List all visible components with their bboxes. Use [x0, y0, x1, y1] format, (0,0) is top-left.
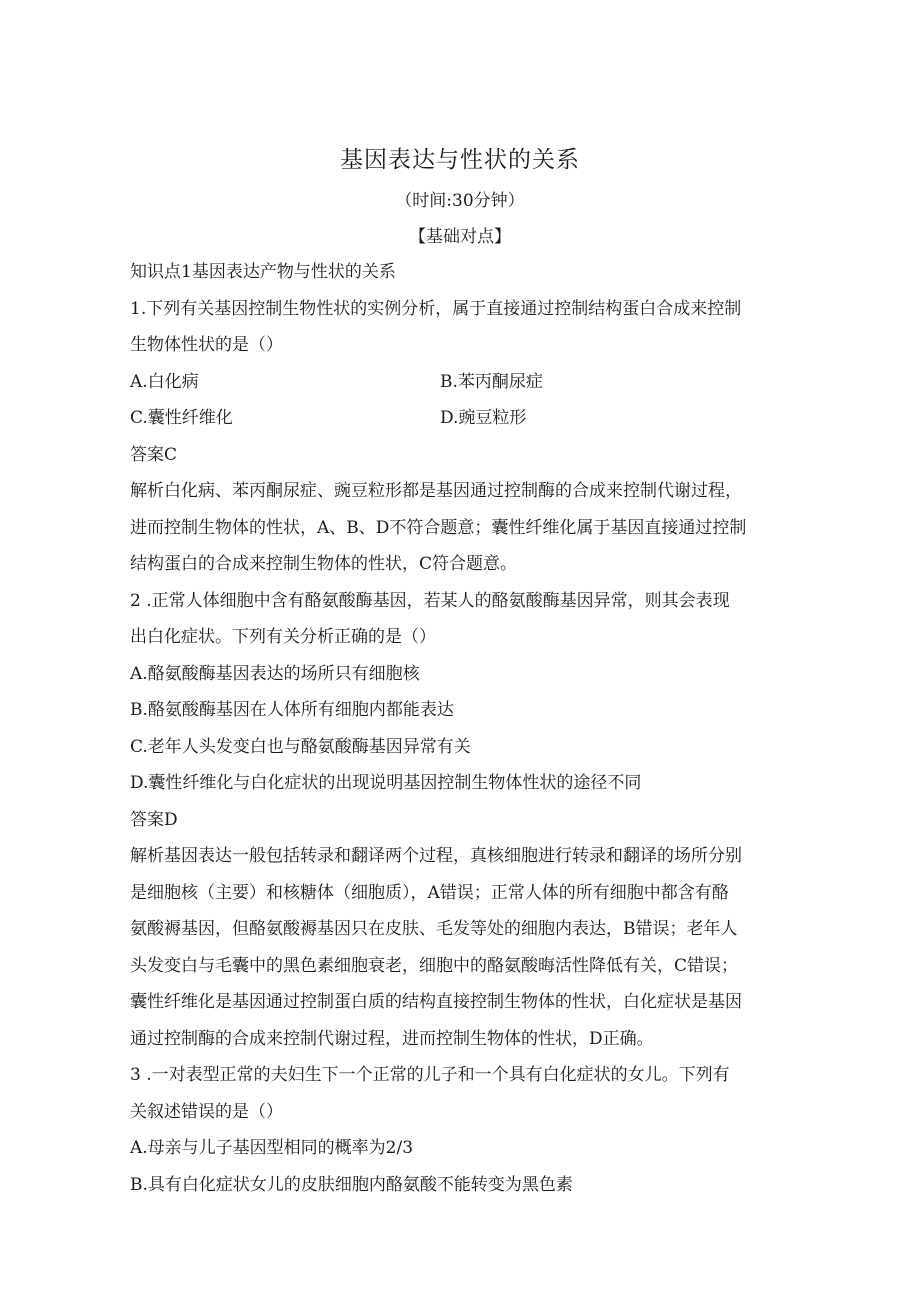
question-3-option-a: A.母亲与儿子基因型相同的概率为2/3 [130, 1138, 414, 1158]
question-3-stem-line-2: 关叙述错误的是（） [130, 1101, 283, 1122]
question-1-options-row-2 [130, 400, 800, 437]
question-1-option-a: A.白化病 [130, 371, 199, 392]
question-2-stem-line-2: 出白化症状。下列有关分析正确的是（） [130, 627, 436, 647]
question-1-options-row-1 [130, 364, 800, 401]
question-2-analysis-line-6: 通过控制酶的合成来控制代谢过程，进而控制生物体的性状，D正确。 [130, 1028, 654, 1049]
section-heading: 【基础对点】 [409, 227, 511, 247]
question-1-analysis-line-2: 进而控制生物体的性状，A、B、D不符合题意；囊性纤维化属于基因直接通过控制 [130, 517, 747, 538]
question-2-option-c: C.老年人头发变白也与酪氨酸酶基因异常有关 [130, 736, 471, 757]
question-1-option-c: C.囊性纤维化 [130, 408, 233, 428]
question-3-stem-line-1: 3 .一对表型正常的夫妇生下一个正常的儿子和一个具有白化症状的女儿。下列有 [130, 1065, 730, 1085]
question-1-option-b: B.苯丙酮尿症 [440, 371, 543, 392]
question-2-option-b: B.酪氨酸酶基因在人体所有细胞内都能表达 [130, 700, 454, 720]
question-2-answer: 答案D [130, 809, 178, 830]
question-1-answer: 答案C [130, 444, 178, 465]
question-2-option-d: D.囊性纤维化与白化症状的出现说明基因控制生物体性状的途径不同 [130, 773, 642, 793]
question-1-stem-line-2: 生物体性状的是（） [130, 335, 283, 355]
question-1-option-d: D.豌豆粒形 [440, 408, 527, 428]
question-1-analysis-line-3: 结构蛋白的合成来控制生物体的性状，C符合题意。 [130, 554, 518, 574]
question-1-analysis-line-1: 解析白化病、苯丙酮尿症、豌豆粒形都是基因通过控制酶的合成来控制代谢过程， [130, 481, 742, 501]
page-title: 基因表达与性状的关系 [340, 147, 580, 173]
question-2-analysis-line-1: 解析基因表达一般包括转录和翻译两个过程，真核细胞进行转录和翻译的场所分别 [130, 846, 742, 866]
question-1-stem-line-1: 1.下列有关基因控制生物性状的实例分析，属于直接通过控制结构蛋白合成来控制 [130, 298, 742, 319]
question-2-analysis-line-5: 囊性纤维化是基因通过控制蛋白质的结构直接控制生物体的性状，白化症状是基因 [130, 992, 742, 1012]
time-note: （时间:30分钟） [395, 191, 525, 211]
document-body [130, 254, 800, 1203]
question-2-stem-line-1: 2 .正常人体细胞中含有酪氨酸酶基因，若某人的酪氨酸酶基因异常，则其会表现 [130, 590, 730, 611]
knowledge-point-heading: 知识点1基因表达产物与性状的关系 [130, 262, 396, 282]
question-2-analysis-line-3: 氨酸褥基因，但酪氨酸褥基因只在皮肤、毛发等处的细胞内表达，B错误；老年人 [130, 919, 738, 939]
question-2-analysis-line-4: 头发变白与毛囊中的黑色素细胞衰老，细胞中的酪氨酸晦活性降低有关，C错误； [130, 955, 739, 976]
question-3-option-b: B.具有白化症状女儿的皮肤细胞内酪氨酸不能转变为黑色素 [130, 1174, 573, 1195]
question-2-analysis-line-2: 是细胞核（主要）和核糖体（细胞质），A错误；正常人体的所有细胞中都含有酪 [130, 882, 729, 903]
question-2-option-a: A.酪氨酸酶基因表达的场所只有细胞核 [130, 663, 420, 684]
